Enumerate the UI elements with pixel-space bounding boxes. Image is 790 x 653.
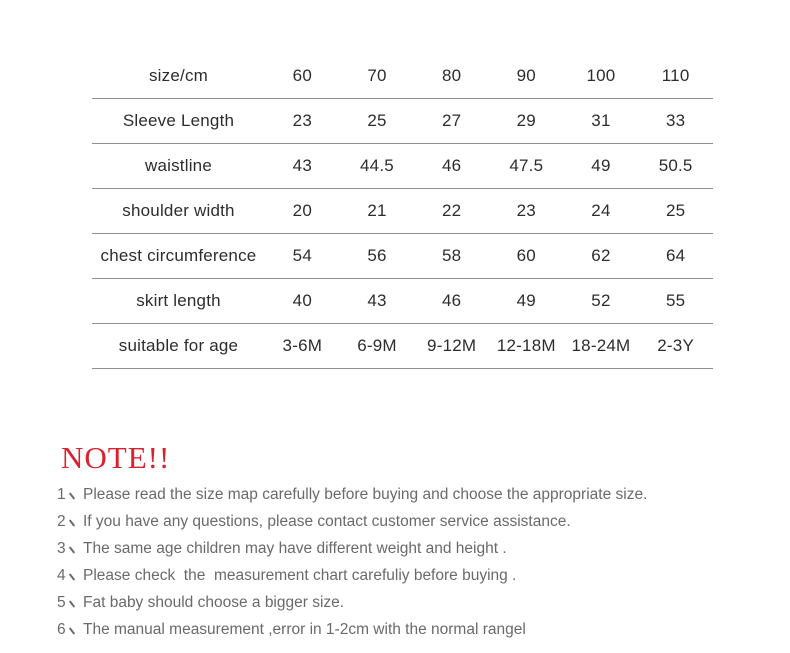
cell: 2-3Y xyxy=(638,324,713,369)
cell: 21 xyxy=(340,189,415,234)
cell: 46 xyxy=(414,144,489,189)
cell: 40 xyxy=(265,279,340,324)
cell: 50.5 xyxy=(638,144,713,189)
cell: 23 xyxy=(265,99,340,144)
note-text: Please read the size map carefully before buying and choose the appropriate size. xyxy=(83,486,648,503)
cell: 18-24M xyxy=(564,324,639,369)
cell: 6-9M xyxy=(340,324,415,369)
note-title: NOTE!! xyxy=(61,440,171,475)
note-number: 6 xyxy=(57,621,66,638)
row-label: chest circumference xyxy=(92,234,265,279)
cell: 33 xyxy=(638,99,713,144)
note-item xyxy=(57,589,647,616)
note-item xyxy=(57,562,647,589)
note-item xyxy=(57,481,647,508)
row-label: waistline xyxy=(92,144,265,189)
table-header-row xyxy=(92,54,713,99)
column-header-size: 70 xyxy=(340,54,415,99)
column-header-label: size/cm xyxy=(92,54,265,99)
cell: 60 xyxy=(489,234,564,279)
note-number: 3 xyxy=(57,540,66,557)
note-number: 1 xyxy=(57,486,66,503)
table-row xyxy=(92,189,713,234)
row-label: suitable for age xyxy=(92,324,265,369)
note-text: The manual measurement ,error in 1-2cm with the normal rangel xyxy=(83,621,526,638)
note-text: Please check the measurement chart carefuliy before buying . xyxy=(83,567,517,584)
note-number: 2 xyxy=(57,513,66,530)
note-item xyxy=(57,616,647,643)
cell: 44.5 xyxy=(340,144,415,189)
table-row xyxy=(92,234,713,279)
cell: 12-18M xyxy=(489,324,564,369)
column-header-size: 60 xyxy=(265,54,340,99)
cell: 20 xyxy=(265,189,340,234)
cell: 25 xyxy=(340,99,415,144)
table-row xyxy=(92,279,713,324)
note-number: 5 xyxy=(57,594,66,611)
cell: 29 xyxy=(489,99,564,144)
cell: 54 xyxy=(265,234,340,279)
row-label: shoulder width xyxy=(92,189,265,234)
note-text: The same age children may have different weight and height . xyxy=(83,540,507,557)
table-row xyxy=(92,324,713,369)
cell: 49 xyxy=(564,144,639,189)
enumeration-comma-icon xyxy=(69,600,76,608)
note-text: Fat baby should choose a bigger size. xyxy=(83,594,345,611)
enumeration-comma-icon xyxy=(69,627,76,635)
cell: 49 xyxy=(489,279,564,324)
note-item xyxy=(57,535,647,562)
enumeration-comma-icon xyxy=(69,546,76,554)
note-list xyxy=(57,481,647,643)
cell: 52 xyxy=(564,279,639,324)
note-item xyxy=(57,508,647,535)
enumeration-comma-icon xyxy=(69,519,76,527)
row-label: skirt length xyxy=(92,279,265,324)
cell: 25 xyxy=(638,189,713,234)
cell: 43 xyxy=(265,144,340,189)
cell: 24 xyxy=(564,189,639,234)
cell: 31 xyxy=(564,99,639,144)
cell: 22 xyxy=(414,189,489,234)
row-label: Sleeve Length xyxy=(92,99,265,144)
cell: 3-6M xyxy=(265,324,340,369)
column-header-size: 90 xyxy=(489,54,564,99)
table-row xyxy=(92,144,713,189)
table-row xyxy=(92,99,713,144)
enumeration-comma-icon xyxy=(69,492,76,500)
note-text: If you have any questions, please contact customer service assistance. xyxy=(83,513,571,530)
column-header-size: 110 xyxy=(638,54,713,99)
cell: 46 xyxy=(414,279,489,324)
cell: 55 xyxy=(638,279,713,324)
cell: 43 xyxy=(340,279,415,324)
column-header-size: 100 xyxy=(564,54,639,99)
size-table xyxy=(92,54,713,369)
column-header-size: 80 xyxy=(414,54,489,99)
cell: 58 xyxy=(414,234,489,279)
cell: 64 xyxy=(638,234,713,279)
enumeration-comma-icon xyxy=(69,573,76,581)
cell: 62 xyxy=(564,234,639,279)
cell: 27 xyxy=(414,99,489,144)
note-number: 4 xyxy=(57,567,66,584)
cell: 23 xyxy=(489,189,564,234)
cell: 56 xyxy=(340,234,415,279)
cell: 9-12M xyxy=(414,324,489,369)
cell: 47.5 xyxy=(489,144,564,189)
